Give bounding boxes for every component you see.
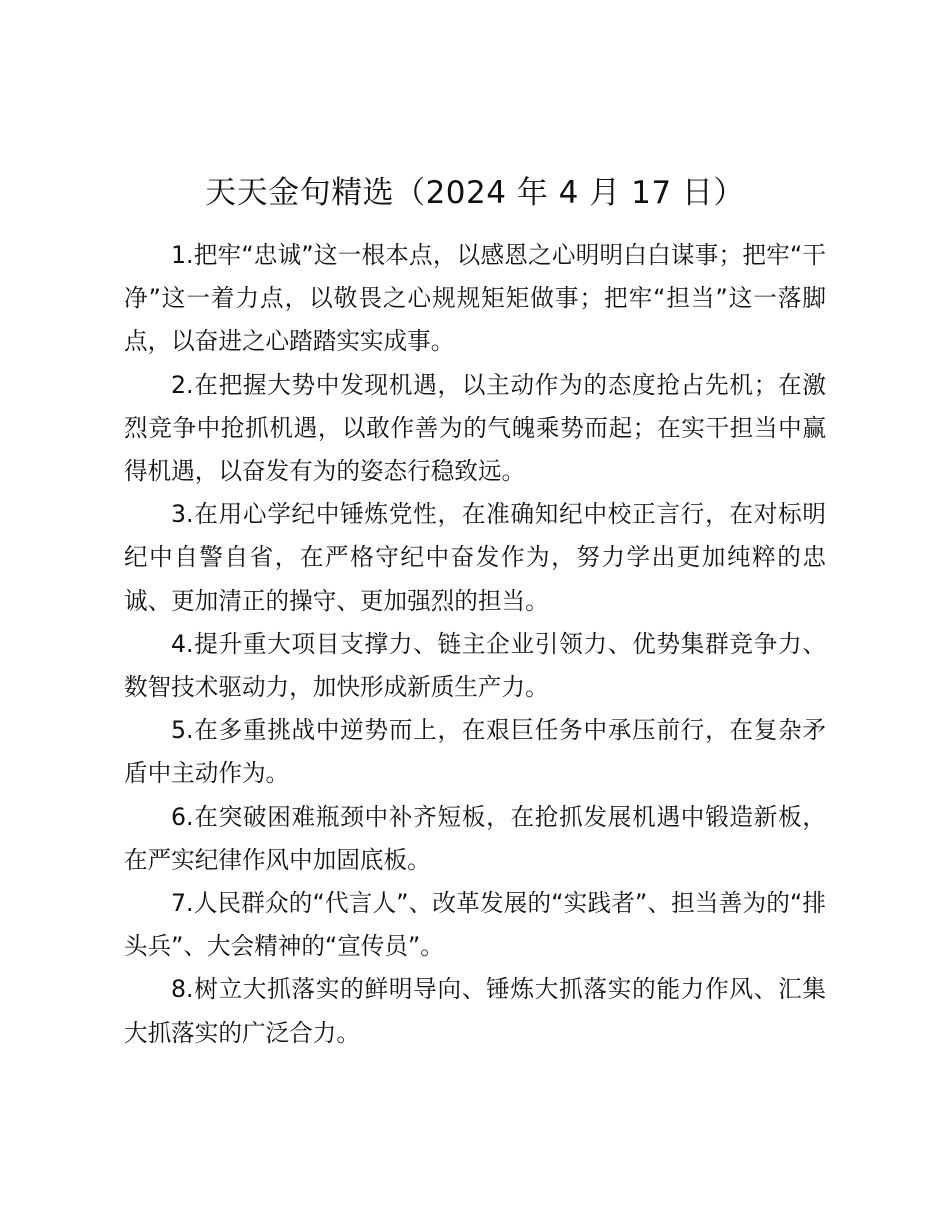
quote-paragraph-4: 4.提升重大项目支撑力、链主企业引领力、优势集群竞争力、数智技术驱动力，加快形成新质生产力。 — [124, 629, 826, 702]
quote-paragraph-1: 1.把牢“忠诚”这一根本点，以感恩之心明明白白谋事；把牢“干净”这一着力点，以敬畏之心规规矩矩做事；把牢“担当”这一落脚点，以奋进之心踏踏实实成事。 — [124, 241, 826, 356]
document-body — [124, 234, 826, 1055]
document-title: 天天金句精选（2024 年 4 月 17 日） — [205, 175, 745, 211]
quote-paragraph-6: 6.在突破困难瓶颈中补齐短板，在抢抓发展机遇中锻造新板，在严实纪律作风中加固底板。 — [124, 802, 826, 874]
quote-paragraph-3: 3.在用心学纪中锤炼党性，在准确知纪中校正言行，在对标明纪中自警自省，在严格守纪中奋发作为，努力学出更加纯粹的忠诚、更加清正的操守、更加强烈的担当。 — [124, 500, 826, 615]
quote-paragraph-5: 5.在多重挑战中逆势而上，在艰巨任务中承压前行，在复杂矛盾中主动作为。 — [124, 716, 826, 788]
quote-paragraph-7: 7.人民群众的“代言人”、改革发展的“实践者”、担当善为的“排头兵”、大会精神的“宣传员”。 — [124, 889, 826, 961]
quote-paragraph-8: 8.树立大抓落实的鲜明导向、锤炼大抓落实的能力作风、汇集大抓落实的广泛合力。 — [124, 975, 826, 1047]
quote-paragraph-2: 2.在把握大势中发现机遇，以主动作为的态度抢占先机；在激烈竞争中抢抓机遇，以敢作善为的气魄乘势而起；在实干担当中赢得机遇，以奋发有为的姿态行稳致远。 — [124, 370, 826, 486]
